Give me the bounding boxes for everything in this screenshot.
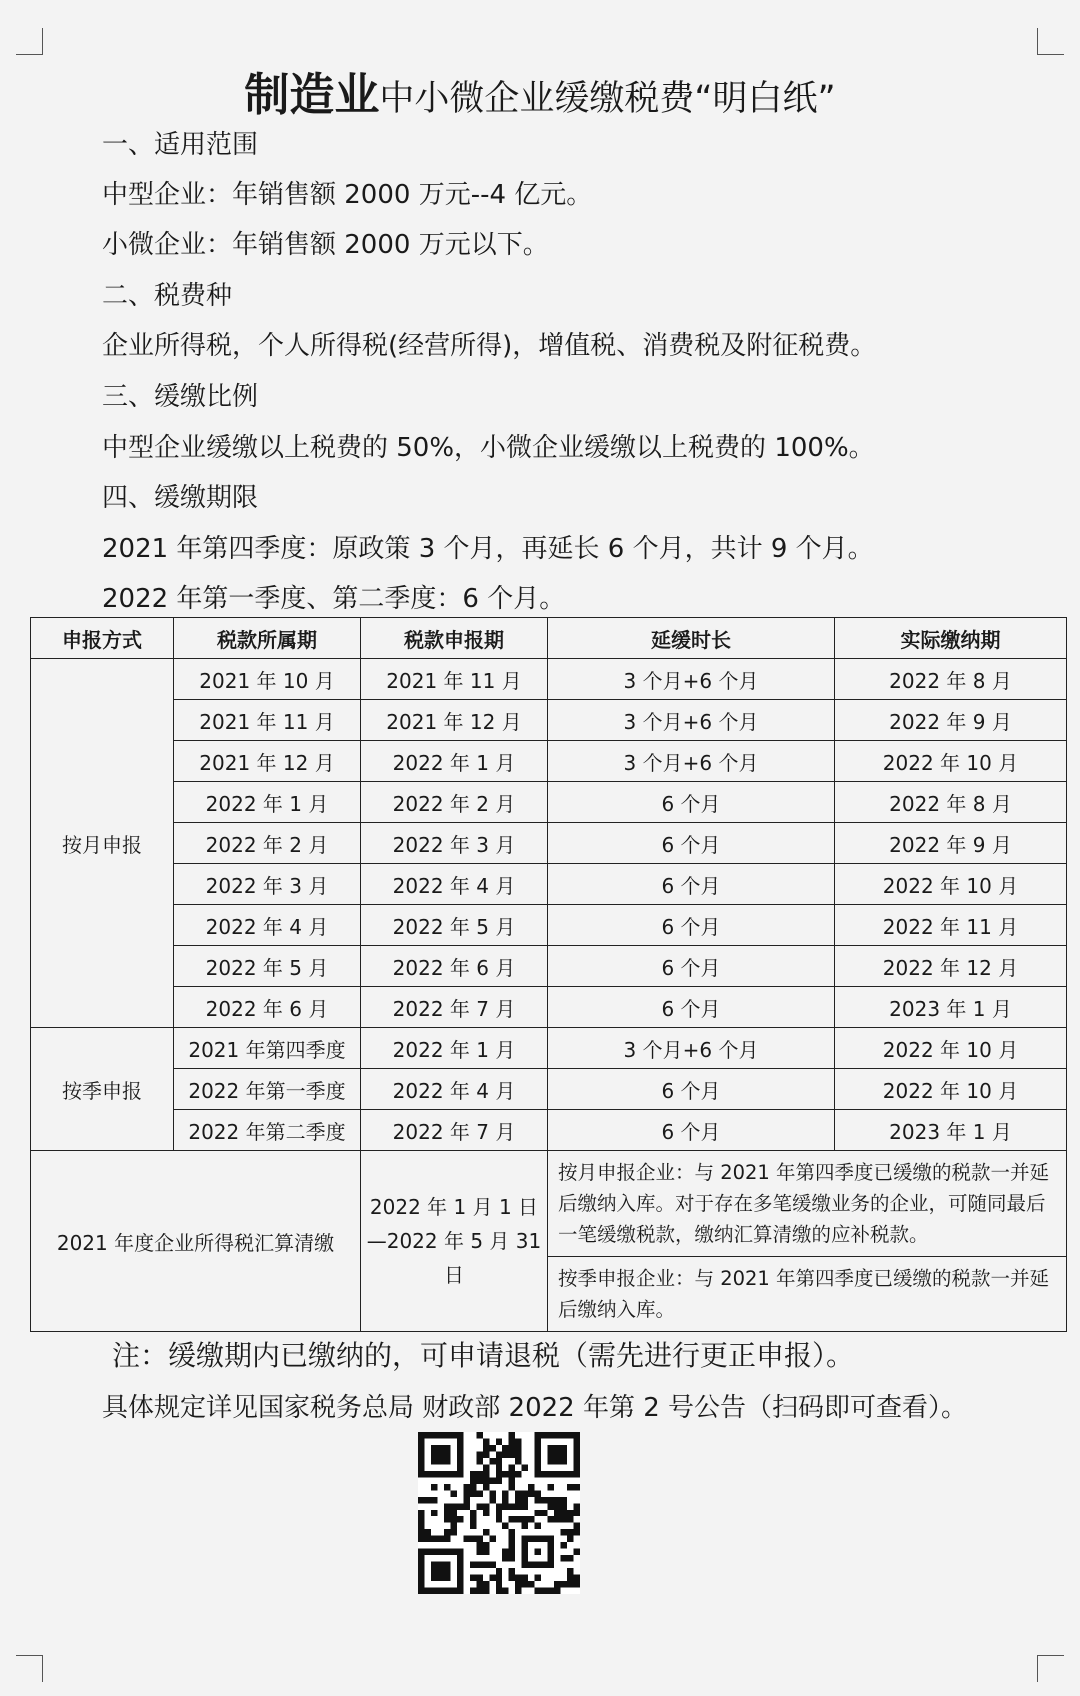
monthly-group-label: 按月申报 [31, 659, 174, 1028]
table-cell: 2022 年 4 月 [174, 905, 361, 946]
period-heading: 四、缓缴期限 [102, 483, 259, 513]
table-cell: 2022 年 8 月 [835, 782, 1067, 823]
table-cell: 2022 年 7 月 [361, 1110, 548, 1151]
table-row [31, 823, 1067, 864]
quarterly-group-label: 按季申报 [31, 1028, 174, 1151]
table-cell: 2022 年 7 月 [361, 987, 548, 1028]
title-bold: 制造业 [244, 68, 380, 121]
table-cell: 2022 年 1 月 [174, 782, 361, 823]
table-cell: 2022 年 5 月 [361, 905, 548, 946]
scope-small: 小微企业：年销售额 2000 万元以下。 [102, 230, 549, 260]
table-cell: 2022 年 2 月 [174, 823, 361, 864]
table-cell: 2021 年 11 月 [361, 659, 548, 700]
footer-note: 注：缓缴期内已缴纳的，可申请退税（需先进行更正申报）。 [112, 1339, 855, 1372]
crop-mark-bottom-left [16, 1655, 43, 1682]
ratio-text: 中型企业缓缴以上税费的 50%，小微企业缓缴以上税费的 100%。 [102, 433, 875, 463]
table-cell: 6 个月 [548, 987, 835, 1028]
table-row [31, 864, 1067, 905]
table-cell: 6 个月 [548, 905, 835, 946]
header-cell: 延缓时长 [548, 618, 835, 659]
header-cell: 税款申报期 [361, 618, 548, 659]
annual-notes [548, 1151, 1067, 1332]
table-cell: 2021 年 11 月 [174, 700, 361, 741]
table-cell: 6 个月 [548, 823, 835, 864]
header-cell: 申报方式 [31, 618, 174, 659]
header-cell: 税款所属期 [174, 618, 361, 659]
table-cell: 2022 年 4 月 [361, 864, 548, 905]
deferral-table [30, 617, 1067, 1332]
table-cell: 3 个月+6 个月 [548, 741, 835, 782]
table-cell: 2022 年 8 月 [835, 659, 1067, 700]
table-cell: 2023 年 1 月 [835, 1110, 1067, 1151]
ratio-heading: 三、缓缴比例 [102, 382, 259, 412]
table-cell: 2021 年 12 月 [174, 741, 361, 782]
table-cell: 2022 年 9 月 [835, 823, 1067, 864]
scope-heading: 一、适用范围 [102, 130, 259, 160]
table-header-row [31, 618, 1067, 659]
table-cell: 2022 年 6 月 [361, 946, 548, 987]
table-cell: 2023 年 1 月 [835, 987, 1067, 1028]
table-cell: 2022 年 1 月 [361, 741, 548, 782]
table-cell: 2022 年 6 月 [174, 987, 361, 1028]
tax-types: 企业所得税，个人所得税(经营所得)，增值税、消费税及附征税费。 [102, 331, 877, 361]
annual-label: 2021 年度企业所得税汇算清缴 [31, 1151, 361, 1332]
table-cell: 2022 年 3 月 [361, 823, 548, 864]
table-cell: 2022 年 9 月 [835, 700, 1067, 741]
table-cell: 2022 年 4 月 [361, 1069, 548, 1110]
table-row [31, 905, 1067, 946]
table-cell: 6 个月 [548, 864, 835, 905]
table-cell: 3 个月+6 个月 [548, 700, 835, 741]
annual-note-quarterly: 按季申报企业：与 2021 年第四季度已缓缴的税款一并延后缴纳入库。 [558, 1267, 1050, 1321]
table-row [31, 741, 1067, 782]
table-cell: 2022 年 3 月 [174, 864, 361, 905]
page-title [0, 58, 1080, 123]
tax-heading: 二、税费种 [102, 281, 233, 311]
table-cell: 2022 年 11 月 [835, 905, 1067, 946]
header-cell: 实际缴纳期 [835, 618, 1067, 659]
table-cell: 2022 年 10 月 [835, 741, 1067, 782]
crop-mark-top-right [1037, 28, 1064, 55]
crop-mark-top-left [16, 28, 43, 55]
period-2022: 2022 年第一季度、第二季度：6 个月。 [102, 584, 566, 614]
table-row [31, 1110, 1067, 1151]
table-cell: 6 个月 [548, 946, 835, 987]
crop-mark-bottom-right [1037, 1655, 1064, 1682]
table-row-annual [31, 1151, 1067, 1332]
period-q4: 2021 年第四季度：原政策 3 个月，再延长 6 个月，共计 9 个月。 [102, 534, 874, 564]
table-cell: 2021 年 10 月 [174, 659, 361, 700]
title-rest: 中小微企业缓缴税费“明白纸” [379, 79, 836, 119]
table-row [31, 782, 1067, 823]
table-cell: 2022 年第一季度 [174, 1069, 361, 1110]
table-cell: 3 个月+6 个月 [548, 1028, 835, 1069]
table-cell: 6 个月 [548, 1069, 835, 1110]
table-cell: 2021 年第四季度 [174, 1028, 361, 1069]
table-cell: 2022 年 2 月 [361, 782, 548, 823]
table-row [31, 700, 1067, 741]
table-cell: 2022 年第二季度 [174, 1110, 361, 1151]
table-row [31, 659, 1067, 700]
table-row [31, 946, 1067, 987]
table-cell: 2022 年 10 月 [835, 864, 1067, 905]
footer-reference: 具体规定详见国家税务总局 财政部 2022 年第 2 号公告（扫码即可查看）。 [102, 1393, 968, 1423]
table-cell: 6 个月 [548, 782, 835, 823]
table-cell: 2022 年 10 月 [835, 1069, 1067, 1110]
table-cell: 2022 年 1 月 [361, 1028, 548, 1069]
table-cell: 2022 年 10 月 [835, 1028, 1067, 1069]
table-row [31, 987, 1067, 1028]
table-cell: 6 个月 [548, 1110, 835, 1151]
qr-code-icon[interactable] [418, 1432, 580, 1594]
table-row [31, 1028, 1067, 1069]
scope-medium: 中型企业：年销售额 2000 万元--4 亿元。 [102, 180, 593, 210]
table-cell: 3 个月+6 个月 [548, 659, 835, 700]
table-row [31, 1069, 1067, 1110]
annual-period: 2022 年 1 月 1 日—2022 年 5 月 31 日 [361, 1151, 548, 1332]
table-cell: 2021 年 12 月 [361, 700, 548, 741]
annual-note-monthly: 按月申报企业：与 2021 年第四季度已缓缴的税款一并延后缴纳入库。对于存在多笔缓缴业务的企业，可随同最后一笔缓缴税款，缴纳汇算清缴的应补税款。 [548, 1151, 1066, 1257]
table-cell: 2022 年 5 月 [174, 946, 361, 987]
table-cell: 2022 年 12 月 [835, 946, 1067, 987]
